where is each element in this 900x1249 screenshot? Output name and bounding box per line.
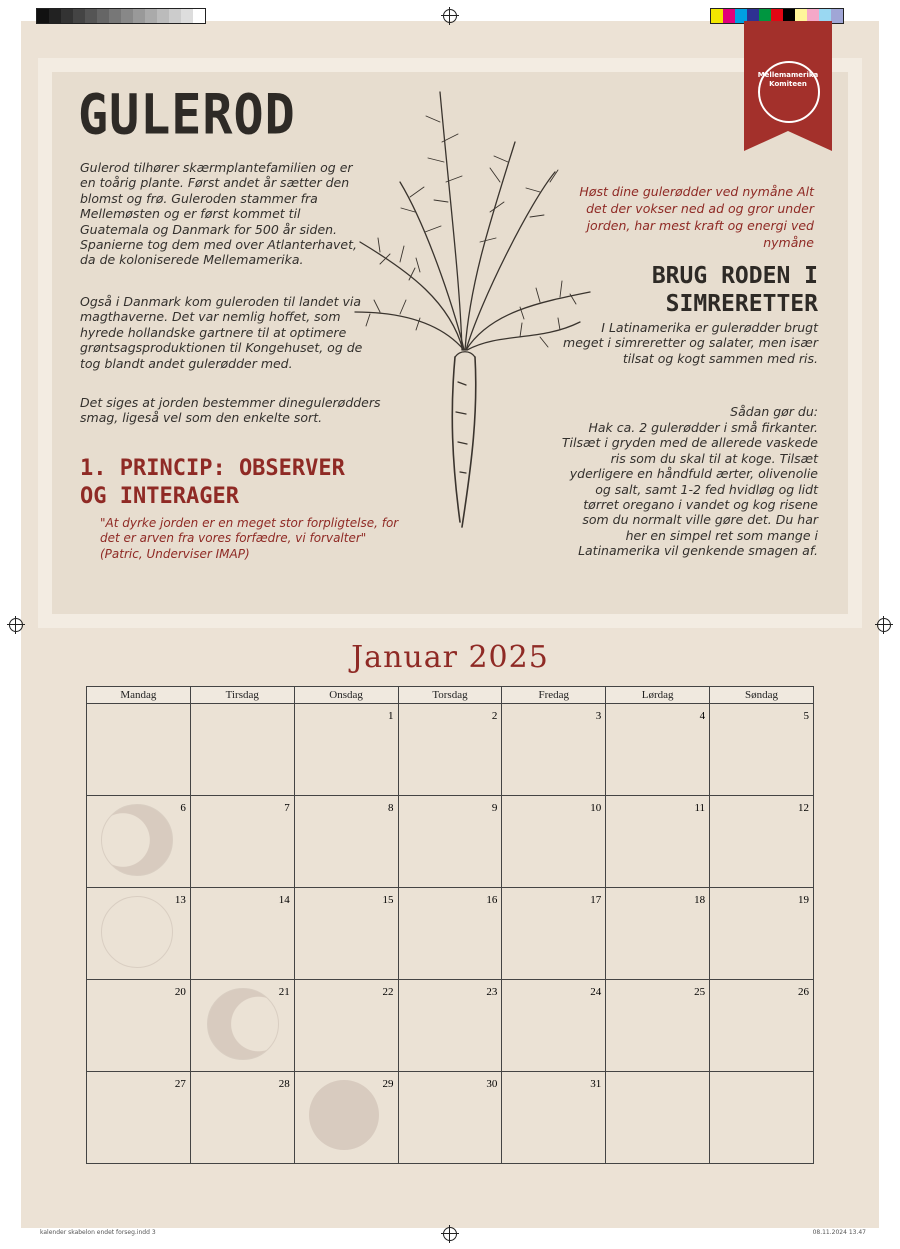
gray-swatch bbox=[145, 9, 157, 23]
calendar-day-cell[interactable] bbox=[502, 704, 606, 796]
day-number: 16 bbox=[486, 894, 498, 906]
print-footer-timestamp: 08.11.2024 13.47 bbox=[812, 1229, 866, 1236]
calendar-day-cell[interactable] bbox=[294, 888, 398, 980]
article-title: GULEROD bbox=[78, 83, 296, 147]
gray-swatch bbox=[85, 9, 97, 23]
first-quarter-moon-icon bbox=[101, 804, 173, 876]
weekday-header: Torsdag bbox=[398, 687, 502, 704]
gray-swatch bbox=[61, 9, 73, 23]
calendar-day-cell[interactable] bbox=[606, 704, 710, 796]
calendar-day-cell[interactable] bbox=[710, 704, 814, 796]
color-swatch bbox=[711, 9, 723, 23]
calendar-day-cell[interactable] bbox=[294, 980, 398, 1072]
month-calendar-grid bbox=[86, 686, 814, 1164]
calendar-day-cell[interactable] bbox=[606, 796, 710, 888]
weekday-header: Onsdag bbox=[294, 687, 398, 704]
article-paragraph-1: Gulerod tilhører skærmplantefamilien og er en toårig plante. Først andet år sætter den blomst og frø. Guleroden stammer fra Mellemøsten og er først kommet til Guatemala og Danmark for 500 år siden. Spanierne tog dem med over Atlanterhavet, da de koloniserede Mellemamerika. bbox=[80, 160, 357, 268]
color-swatch bbox=[723, 9, 735, 23]
calendar-day-cell[interactable] bbox=[398, 704, 502, 796]
calendar-day-cell[interactable] bbox=[606, 980, 710, 1072]
day-number: 8 bbox=[388, 802, 394, 814]
gray-swatch bbox=[109, 9, 121, 23]
principle-heading: 1. PRINCIP: OBSERVER OG INTERAGER bbox=[80, 456, 345, 509]
calendar-day-cell[interactable] bbox=[398, 980, 502, 1072]
day-number: 11 bbox=[694, 802, 706, 814]
day-number: 26 bbox=[798, 986, 809, 998]
gray-color-bar bbox=[36, 8, 206, 24]
last-quarter-moon-icon bbox=[207, 988, 279, 1060]
day-number: 9 bbox=[491, 802, 498, 814]
day-number: 31 bbox=[590, 1078, 602, 1090]
calendar-week-row bbox=[87, 980, 814, 1072]
day-number: 1 bbox=[388, 710, 394, 722]
day-number: 2 bbox=[491, 710, 498, 722]
calendar-day-cell[interactable] bbox=[190, 888, 294, 980]
day-number: 17 bbox=[590, 894, 602, 906]
calendar-day-cell[interactable] bbox=[398, 888, 502, 980]
calendar-day-cell[interactable] bbox=[294, 1072, 398, 1164]
day-number: 3 bbox=[595, 710, 602, 722]
day-number: 20 bbox=[174, 986, 186, 998]
article-paragraph-2: Også i Danmark kom guleroden til landet via magthaverne. Det var nemlig hoffet, som hyrede hollandske gartnere til at optimere grøntsagsproduktionen til Kongehuset, og de tog blandt andet gulerødder med. bbox=[80, 294, 363, 371]
calendar-day-cell[interactable] bbox=[710, 796, 814, 888]
calendar-day-cell[interactable] bbox=[294, 704, 398, 796]
day-number: 6 bbox=[180, 802, 186, 814]
calendar-day-cell[interactable] bbox=[190, 796, 294, 888]
gray-swatch bbox=[193, 9, 205, 23]
calendar-empty-cell[interactable] bbox=[190, 704, 294, 796]
calendar-day-cell[interactable] bbox=[710, 888, 814, 980]
day-number: 22 bbox=[382, 986, 394, 998]
gray-swatch bbox=[181, 9, 193, 23]
print-footer-filename: kalender skabelon endet forseg.indd 3 bbox=[40, 1229, 156, 1236]
calendar-empty-cell[interactable] bbox=[710, 1072, 814, 1164]
day-number: 14 bbox=[278, 894, 290, 906]
day-number: 18 bbox=[694, 894, 706, 906]
calendar-day-cell[interactable] bbox=[502, 1072, 606, 1164]
calendar-day-cell[interactable] bbox=[190, 980, 294, 1072]
day-number: 7 bbox=[284, 802, 290, 814]
weekday-header: Fredag bbox=[502, 687, 606, 704]
day-number: 30 bbox=[486, 1078, 498, 1090]
gray-swatch bbox=[73, 9, 85, 23]
recipe-label: Sådan gør du: bbox=[730, 404, 818, 419]
calendar-week-row bbox=[87, 704, 814, 796]
day-number: 19 bbox=[798, 894, 809, 906]
calendar-day-cell[interactable] bbox=[502, 888, 606, 980]
registration-mark-icon bbox=[877, 618, 891, 632]
gray-swatch bbox=[97, 9, 109, 23]
recipe-intro: I Latinamerika er gulerødder brugt meget i simreretter og salater, men især tilsat og kogt sammen med ris. bbox=[563, 320, 818, 366]
registration-mark-icon bbox=[443, 1227, 457, 1241]
day-number: 21 bbox=[278, 986, 290, 998]
weekday-header: Lørdag bbox=[606, 687, 710, 704]
calendar-day-cell[interactable] bbox=[87, 888, 191, 980]
day-number: 4 bbox=[699, 710, 706, 722]
recipe-body: Hak ca. 2 gulerødder i små firkanter. Tilsæt i gryden med de allerede vaskede ris som du skal til at koge. Tilsæt yderligere en håndfuld ærter, olivenolie og salt, samt 1-2 fed hvidløg og lidt tørret oregano i vandet og kog risene som du normalt ville gøre det. Du har her en simpel ret som mange i Latinamerika vil genkende smagen af. bbox=[561, 420, 818, 559]
recipe-heading: BRUG RODEN I SIMRERETTER bbox=[651, 263, 818, 317]
weekday-header: Tirsdag bbox=[190, 687, 294, 704]
day-number: 5 bbox=[803, 710, 809, 722]
new-moon-moon-icon bbox=[309, 1080, 379, 1150]
article-paragraph-3: Det siges at jorden bestemmer dinegulerødders smag, ligeså vel som den enkelte sort. bbox=[80, 395, 381, 426]
gray-swatch bbox=[37, 9, 49, 23]
day-number: 12 bbox=[798, 802, 809, 814]
calendar-day-cell[interactable] bbox=[398, 1072, 502, 1164]
day-number: 15 bbox=[382, 894, 394, 906]
gray-swatch bbox=[157, 9, 169, 23]
calendar-empty-cell[interactable] bbox=[87, 704, 191, 796]
day-number: 10 bbox=[590, 802, 602, 814]
calendar-day-cell[interactable] bbox=[710, 980, 814, 1072]
calendar-day-cell[interactable] bbox=[606, 888, 710, 980]
gray-swatch bbox=[49, 9, 61, 23]
calendar-week-row bbox=[87, 888, 814, 980]
day-number: 27 bbox=[174, 1078, 186, 1090]
principle-quote: "At dyrke jorden er en meget stor forpligtelse, for det er arven fra vores forfædre, vi forvalter" (Patric, Underviser IMAP) bbox=[100, 516, 399, 561]
gray-swatch bbox=[121, 9, 133, 23]
calendar-day-cell[interactable] bbox=[190, 1072, 294, 1164]
logo-text: Mellemamerika Komiteen bbox=[757, 71, 819, 88]
registration-mark-icon bbox=[443, 9, 457, 23]
harvest-tip: Høst dine gulerødder ved nymåne Alt det der vokser ned ad og gror under jorden, har mest kraft og energi ved nymåne bbox=[579, 184, 814, 250]
calendar-day-cell[interactable] bbox=[502, 980, 606, 1072]
weekday-header: Mandag bbox=[87, 687, 191, 704]
day-number: 25 bbox=[694, 986, 706, 998]
gray-swatch bbox=[169, 9, 181, 23]
month-title: Januar 2025 bbox=[351, 640, 549, 675]
gray-swatch bbox=[133, 9, 145, 23]
day-number: 13 bbox=[174, 894, 186, 906]
calendar-day-cell[interactable] bbox=[502, 796, 606, 888]
day-number: 24 bbox=[590, 986, 602, 998]
calendar-week-row bbox=[87, 1072, 814, 1164]
calendar-day-cell[interactable] bbox=[87, 980, 191, 1072]
calendar-day-cell[interactable] bbox=[87, 796, 191, 888]
weekday-header: Søndag bbox=[710, 687, 814, 704]
calendar-empty-cell[interactable] bbox=[606, 1072, 710, 1164]
full-moon-moon-icon bbox=[101, 896, 173, 968]
registration-mark-icon bbox=[9, 618, 23, 632]
calendar-day-cell[interactable] bbox=[294, 796, 398, 888]
day-number: 28 bbox=[278, 1078, 290, 1090]
color-swatch bbox=[831, 9, 843, 23]
organization-banner bbox=[744, 21, 832, 131]
day-number: 29 bbox=[382, 1078, 394, 1090]
day-number: 23 bbox=[486, 986, 498, 998]
calendar-day-cell[interactable] bbox=[87, 1072, 191, 1164]
calendar-day-cell[interactable] bbox=[398, 796, 502, 888]
calendar-week-row bbox=[87, 796, 814, 888]
